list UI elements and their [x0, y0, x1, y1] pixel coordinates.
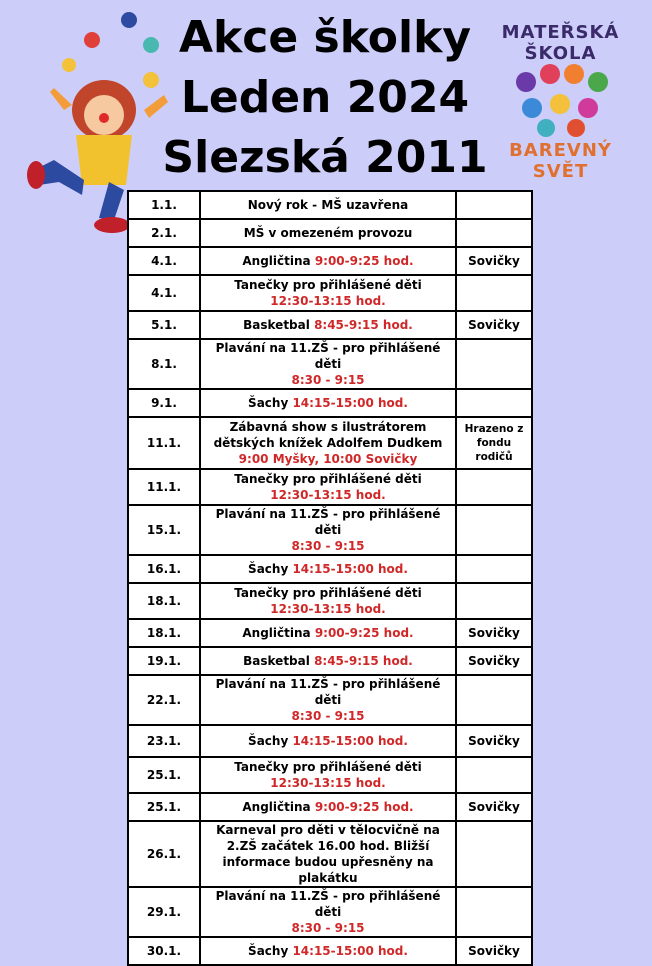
row-note [456, 469, 532, 505]
row-date: 30.1. [128, 937, 200, 965]
row-time: 14:15-15:00 hod. [292, 396, 408, 410]
juggling-ball-yellow [62, 58, 76, 72]
title-line-1: Akce školky [178, 12, 472, 63]
row-note: Sovičky [456, 647, 532, 675]
table-row [128, 555, 532, 583]
table-row [128, 725, 532, 757]
row-event [200, 469, 456, 505]
row-date: 18.1. [128, 619, 200, 647]
row-event-text: Šachy [248, 562, 289, 576]
title-line-2: Leden 2024 [180, 72, 470, 123]
row-event-text: Tanečky pro přihlášené děti [234, 586, 422, 600]
row-date: 23.1. [128, 725, 200, 757]
table-row [128, 675, 532, 725]
table-row [128, 191, 532, 219]
row-date: 2.1. [128, 219, 200, 247]
row-date: 4.1. [128, 275, 200, 311]
logo-top-text: MATEŘSKÁ ŠKOLA [501, 22, 620, 64]
row-event-text: Angličtina [242, 626, 311, 640]
row-event-text: Šachy [248, 734, 289, 748]
row-event-text: Angličtina [242, 254, 311, 268]
row-note: Sovičky [456, 725, 532, 757]
row-note: Hrazeno z fondu rodičů [456, 417, 532, 469]
table-row [128, 583, 532, 619]
table-row [128, 389, 532, 417]
row-event [200, 389, 456, 417]
row-time: 8:30 - 9:15 [291, 921, 365, 935]
row-note [456, 675, 532, 725]
row-date: 25.1. [128, 757, 200, 793]
row-date: 16.1. [128, 555, 200, 583]
row-event-text: Plavání na 11.ZŠ - pro přihlášené děti [215, 507, 441, 537]
row-event [200, 275, 456, 311]
row-event-text: Angličtina [242, 800, 311, 814]
row-note: Sovičky [456, 793, 532, 821]
row-time: 14:15-15:00 hod. [292, 562, 408, 576]
row-event-text: Zábavná show s ilustrátorem dětských knížek Adolfem Dudkem [213, 420, 443, 450]
table-row [128, 937, 532, 965]
page-title [160, 8, 490, 188]
row-date: 5.1. [128, 311, 200, 339]
row-event [200, 417, 456, 469]
row-event-text: Šachy [248, 944, 289, 958]
row-time: 14:15-15:00 hod. [292, 734, 408, 748]
row-time: 8:45-9:15 hod. [314, 318, 413, 332]
row-note [456, 275, 532, 311]
events-table [127, 190, 533, 966]
row-event [200, 191, 456, 219]
row-date: 25.1. [128, 793, 200, 821]
row-note [456, 757, 532, 793]
row-date: 19.1. [128, 647, 200, 675]
row-event [200, 619, 456, 647]
row-note [456, 219, 532, 247]
row-event [200, 725, 456, 757]
row-event [200, 757, 456, 793]
row-event-text: Tanečky pro přihlášené děti [234, 472, 422, 486]
table-row [128, 887, 532, 937]
table-row [128, 505, 532, 555]
row-time: 12:30-13:15 hod. [270, 294, 386, 308]
row-time: 8:30 - 9:15 [291, 539, 365, 553]
row-date: 4.1. [128, 247, 200, 275]
row-event [200, 219, 456, 247]
row-event-text: Šachy [248, 396, 289, 410]
juggling-ball-red [84, 32, 100, 48]
row-date: 26.1. [128, 821, 200, 887]
row-event-text: Basketbal [243, 654, 310, 668]
row-date: 15.1. [128, 505, 200, 555]
row-time: 8:30 - 9:15 [291, 709, 365, 723]
row-event [200, 647, 456, 675]
row-note [456, 821, 532, 887]
row-note: Sovičky [456, 311, 532, 339]
row-time: 9:00-9:25 hod. [314, 800, 414, 814]
school-logo [488, 22, 633, 182]
row-event-text: Karneval pro děti v tělocvičně na 2.ZŠ začátek 16.00 hod. Bližší informace budou upřesněny na plakátku [216, 823, 440, 885]
row-event [200, 583, 456, 619]
row-event [200, 339, 456, 389]
row-event-text: Tanečky pro přihlášené děti [234, 278, 422, 292]
row-time: 9:00 Myšky, 10:00 Sovičky [238, 452, 418, 466]
row-event-text: Nový rok - MŠ uzavřena [247, 198, 409, 212]
row-note [456, 505, 532, 555]
row-date: 8.1. [128, 339, 200, 389]
row-note [456, 339, 532, 389]
row-date: 1.1. [128, 191, 200, 219]
juggling-ball-teal [143, 37, 159, 53]
table-row [128, 339, 532, 389]
row-time: 9:00-9:25 hod. [314, 626, 414, 640]
row-time: 12:30-13:15 hod. [270, 602, 386, 616]
row-event [200, 821, 456, 887]
row-event [200, 311, 456, 339]
row-time: 8:30 - 9:15 [291, 373, 365, 387]
row-date: 9.1. [128, 389, 200, 417]
row-note [456, 555, 532, 583]
row-event-text: Plavání na 11.ZŠ - pro přihlášené děti [215, 889, 441, 919]
row-note: Sovičky [456, 937, 532, 965]
juggling-ball-orange [143, 72, 159, 88]
row-event-text: Plavání na 11.ZŠ - pro přihlášené děti [215, 341, 441, 371]
row-date: 11.1. [128, 417, 200, 469]
row-event-text: Plavání na 11.ZŠ - pro přihlášené děti [215, 677, 441, 707]
row-date: 29.1. [128, 887, 200, 937]
logo-bottom-text: BAREVNÝ SVĚT [509, 140, 612, 182]
title-line-3: Slezská 2011 [162, 132, 488, 183]
table-row [128, 821, 532, 887]
table-row [128, 793, 532, 821]
row-date: 22.1. [128, 675, 200, 725]
row-time: 12:30-13:15 hod. [270, 488, 386, 502]
row-note [456, 191, 532, 219]
row-time: 9:00-9:25 hod. [314, 254, 414, 268]
row-event [200, 675, 456, 725]
row-event [200, 247, 456, 275]
row-date: 18.1. [128, 583, 200, 619]
row-note: Sovičky [456, 247, 532, 275]
row-event [200, 937, 456, 965]
row-event [200, 505, 456, 555]
table-row [128, 311, 532, 339]
juggling-ball-blue [121, 12, 137, 28]
row-note [456, 887, 532, 937]
row-event-text: Tanečky pro přihlášené děti [234, 760, 422, 774]
table-row [128, 647, 532, 675]
table-row [128, 757, 532, 793]
row-note [456, 389, 532, 417]
row-event-text: Basketbal [243, 318, 310, 332]
row-time: 12:30-13:15 hod. [270, 776, 386, 790]
row-event [200, 793, 456, 821]
table-row [128, 469, 532, 505]
row-note [456, 583, 532, 619]
row-event-text: MŠ v omezeném provozu [243, 226, 413, 240]
row-event [200, 555, 456, 583]
row-time: 14:15-15:00 hod. [292, 944, 408, 958]
table-row [128, 247, 532, 275]
table-row [128, 619, 532, 647]
row-event [200, 887, 456, 937]
row-date: 11.1. [128, 469, 200, 505]
table-row [128, 219, 532, 247]
table-row [128, 417, 532, 469]
table-row [128, 275, 532, 311]
row-time: 8:45-9:15 hod. [314, 654, 413, 668]
row-note: Sovičky [456, 619, 532, 647]
